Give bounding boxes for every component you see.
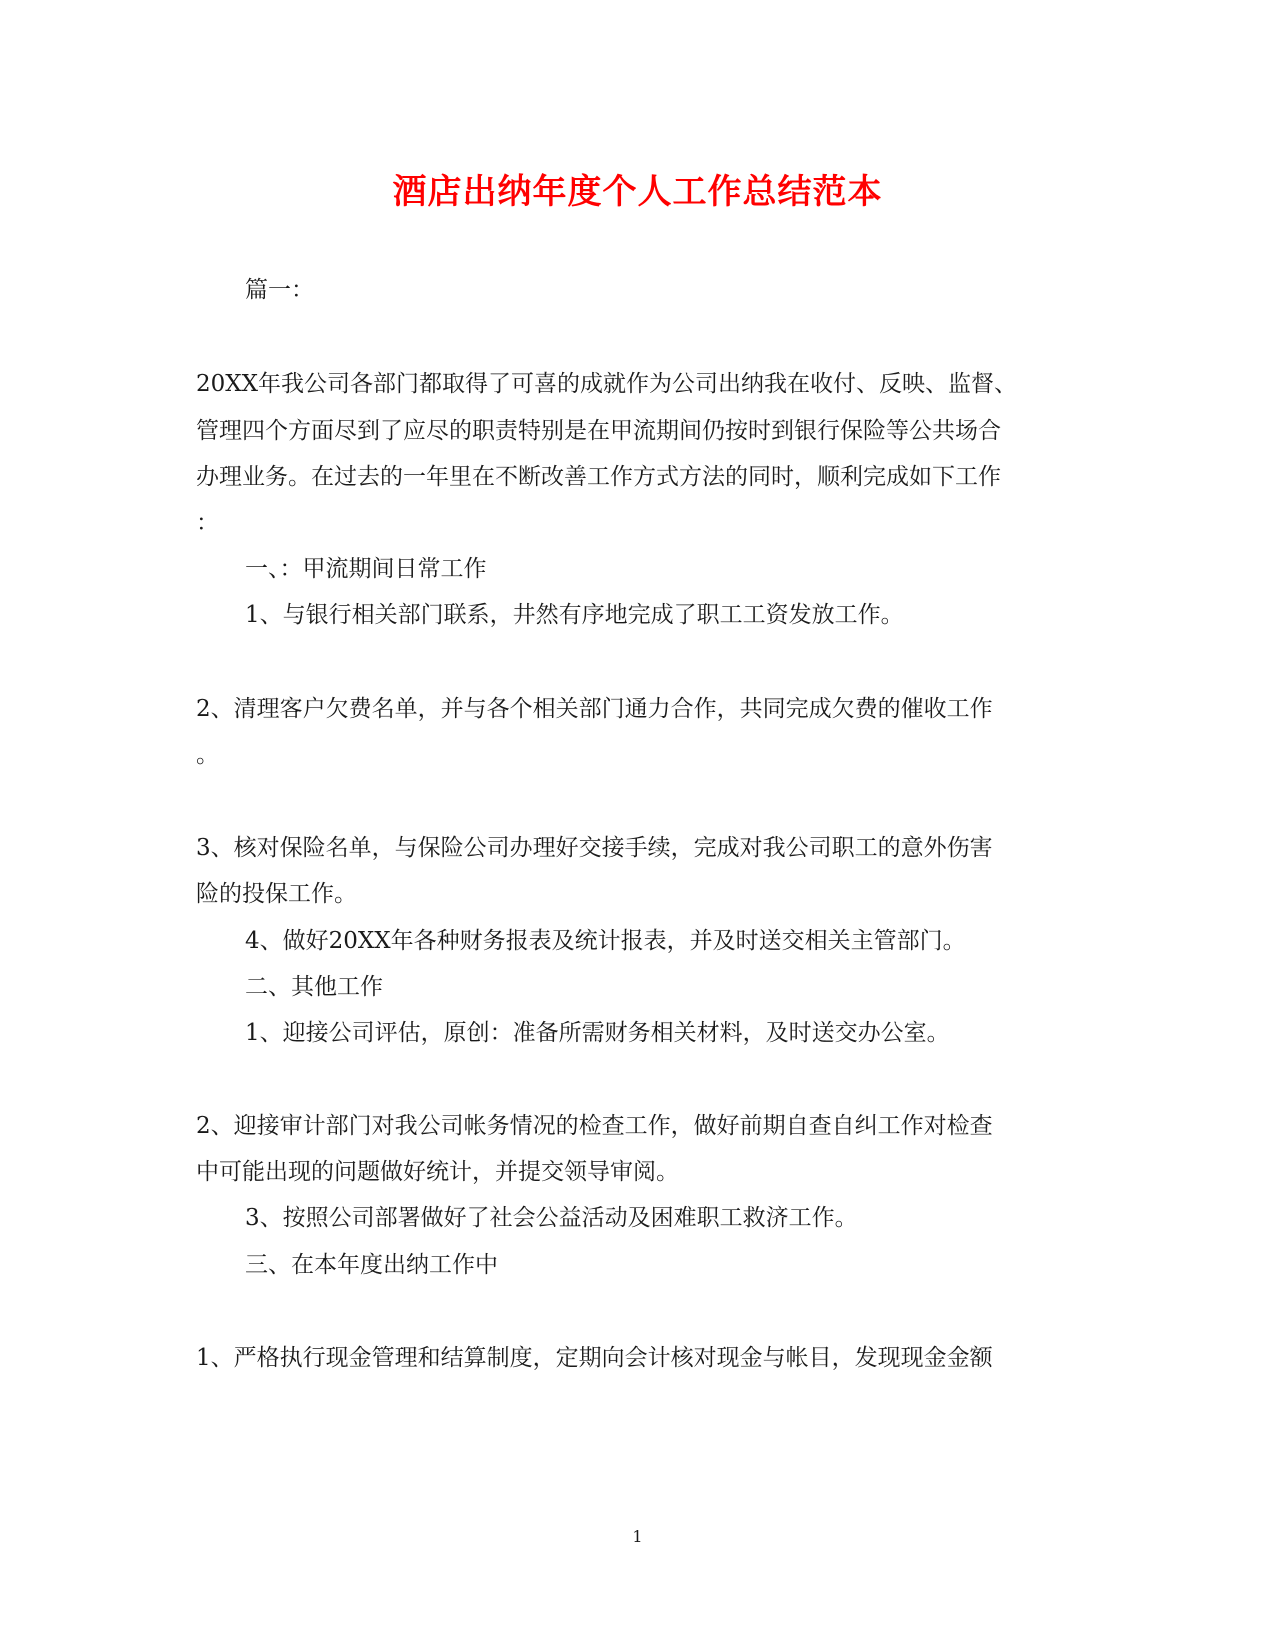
- paragraph-line: 管理四个方面尽到了应尽的职责特别是在甲流期间仍按时到银行保险等公共场合: [196, 418, 1001, 444]
- list-item: 1、严格执行现金管理和结算制度，定期向会计核对现金与帐目，发现现金金额: [196, 1345, 993, 1371]
- list-item: 2、迎接审计部门对我公司帐务情况的检查工作，做好前期自查自纠工作对检查: [196, 1113, 993, 1139]
- section-heading: 二、其他工作: [245, 974, 383, 1000]
- list-item: 1、迎接公司评估，原创：准备所需财务相关材料，及时送交办公室。: [245, 1020, 950, 1046]
- paragraph-line: 中可能出现的问题做好统计，并提交领导审阅。: [196, 1159, 679, 1185]
- document-title: 酒店出纳年度个人工作总结范本: [392, 172, 883, 212]
- paragraph-line: ：: [196, 510, 219, 536]
- section-label-pian-yi: 篇一：: [245, 277, 314, 303]
- list-item: 3、核对保险名单，与保险公司办理好交接手续，完成对我公司职工的意外伤害: [196, 835, 993, 861]
- paragraph-line: 。: [196, 742, 219, 768]
- list-item: 4、做好20XX年各种财务报表及统计报表，并及时送交相关主管部门。: [245, 928, 966, 954]
- section-heading: 三、在本年度出纳工作中: [245, 1252, 498, 1278]
- section-heading: 一、：甲流期间日常工作: [245, 556, 487, 582]
- paragraph-line: 险的投保工作。: [196, 881, 357, 907]
- page-number: 1: [632, 1527, 643, 1546]
- list-item: 1、与银行相关部门联系，井然有序地完成了职工工资发放工作。: [245, 602, 904, 628]
- list-item: 2、清理客户欠费名单，并与各个相关部门通力合作，共同完成欠费的催收工作: [196, 696, 993, 722]
- paragraph-line: 办理业务。在过去的一年里在不断改善工作方式方法的同时，顺利完成如下工作: [196, 464, 1001, 490]
- paragraph-line: 20XX年我公司各部门都取得了可喜的成就作为公司出纳我在收付、反映、监督、: [196, 371, 1018, 397]
- list-item: 3、按照公司部署做好了社会公益活动及困难职工救济工作。: [245, 1205, 858, 1231]
